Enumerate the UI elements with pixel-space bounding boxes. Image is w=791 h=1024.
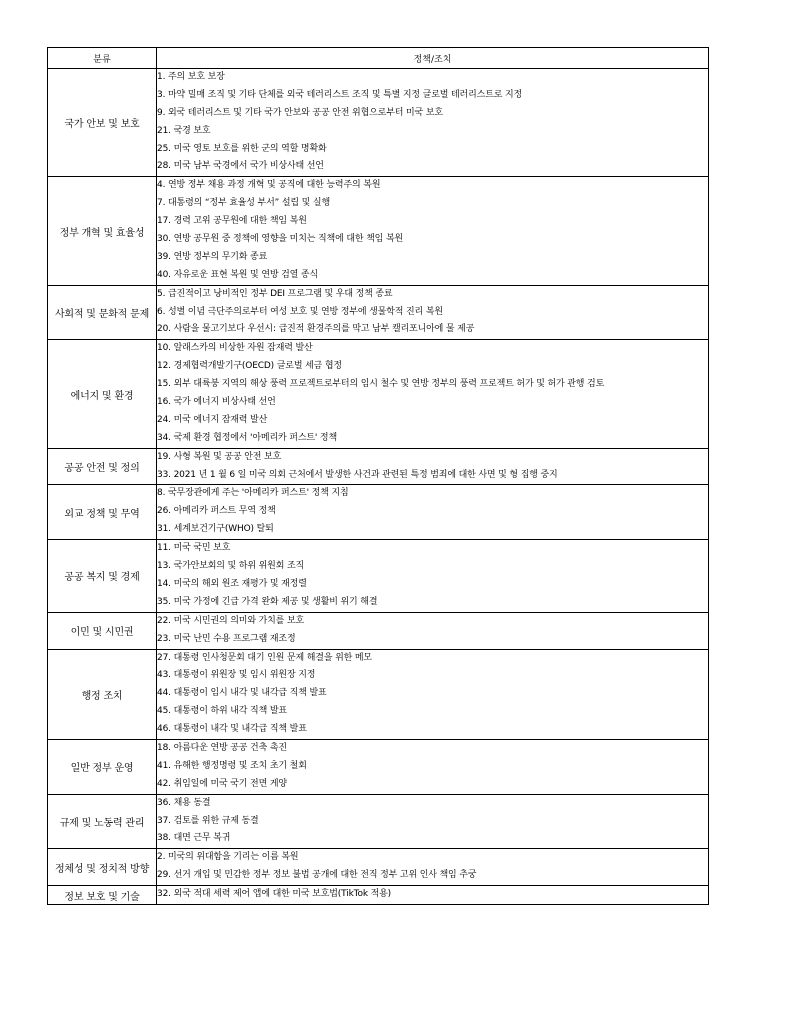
- table-row: [48, 340, 709, 448]
- policy-item: 15. 외부 대륙붕 지역의 해상 풍력 프로젝트로부터의 임시 철수 및 연방 정부의 풍력 프로젝트 허가 및 허가 관행 검토: [157, 379, 605, 390]
- table-row: [48, 69, 709, 177]
- table-row: [48, 849, 709, 886]
- policy-item: 25. 미국 영토 보호를 위한 군의 역할 명확화: [157, 143, 327, 154]
- table-row: [48, 886, 709, 905]
- policy-item: 23. 미국 난민 수용 프로그램 재조정: [157, 633, 296, 644]
- policy-cell: [157, 285, 709, 340]
- policy-item: 26. 아메리카 퍼스트 무역 정책: [157, 506, 276, 517]
- policy-item: 11. 미국 국민 보호: [157, 543, 231, 554]
- table-row: [48, 739, 709, 794]
- policy-item: 4. 연방 정부 채용 과정 개혁 및 공직에 대한 능력주의 복원: [157, 180, 381, 191]
- table-row: [48, 649, 709, 739]
- category-cell: 에너지 및 환경: [48, 340, 157, 448]
- category-cell: 규제 및 노동력 관리: [48, 794, 157, 849]
- policy-item: 36. 채용 동결: [157, 797, 211, 808]
- policy-item: 41. 유해한 행정명령 및 조치 초기 철회: [157, 760, 307, 771]
- policy-item: 12. 경제협력개발기구(OECD) 글로벌 세금 협정: [157, 361, 342, 372]
- policy-item: 20. 사람을 물고기보다 우선시: 급진적 환경주의를 막고 남부 캘리포니아에 물 제공: [157, 324, 475, 335]
- category-cell: 국가 안보 및 보호: [48, 69, 157, 177]
- header-row: [48, 48, 709, 69]
- policy-table-body: [48, 69, 709, 905]
- category-cell: 공공 복지 및 경제: [48, 540, 157, 613]
- category-cell: 정보 보호 및 기술: [48, 886, 157, 905]
- category-cell: 사회적 및 문화적 문제: [48, 285, 157, 340]
- policy-item: 10. 알래스카의 비상한 자원 잠재력 발산: [157, 343, 313, 354]
- policy-item: 43. 대통령이 위원장 및 임시 위원장 지정: [157, 670, 316, 681]
- policy-item: 42. 취임일에 미국 국기 전면 게양: [157, 778, 287, 789]
- policy-item: 24. 미국 에너지 잠재력 발산: [157, 414, 268, 425]
- policy-item: 1. 주의 보호 보장: [157, 72, 225, 82]
- policy-item: 22. 미국 시민권의 의미와 가치를 보호: [157, 615, 305, 626]
- policy-item: 8. 국무장관에게 주는 '아메리카 퍼스트' 정책 지침: [157, 488, 349, 499]
- policy-item: 45. 대통령이 하위 내각 직책 발표: [157, 706, 287, 717]
- policy-cell: [157, 340, 709, 448]
- policy-item: 29. 선거 개입 및 민감한 정부 정보 불법 공개에 대한 전직 정부 고위 인사 책임 추궁: [157, 870, 477, 881]
- policy-item: 9. 외국 테러리스트 및 기타 국가 안보와 공공 안전 위협으로부터 미국 보호: [157, 107, 443, 118]
- table-row: [48, 794, 709, 849]
- table-row: [48, 612, 709, 649]
- policy-item: 16. 국가 에너지 비상사태 선언: [157, 397, 276, 408]
- table-row: [48, 285, 709, 340]
- category-cell: 정부 개혁 및 효율성: [48, 177, 157, 285]
- policy-item: 44. 대통령이 임시 내각 및 내각급 직책 발표: [157, 688, 327, 699]
- policy-item: 28. 미국 남부 국경에서 국가 비상사태 선언: [157, 161, 324, 172]
- category-cell: 일반 정부 운영: [48, 739, 157, 794]
- policy-item: 21. 국경 보호: [157, 125, 211, 136]
- policy-cell: [157, 794, 709, 849]
- policy-item: 30. 연방 공무원 중 정책에 영향을 미치는 직책에 대한 책임 복원: [157, 234, 404, 245]
- category-cell: 이민 및 시민권: [48, 612, 157, 649]
- policy-item: 46. 대통령이 내각 및 내각급 직책 발표: [157, 724, 307, 735]
- policy-item: 31. 세계보건기구(WHO) 탈퇴: [157, 524, 274, 535]
- policy-cell: [157, 612, 709, 649]
- policy-item: 40. 자유로운 표현 복원 및 연방 검열 종식: [157, 269, 318, 280]
- policy-item: 34. 국제 환경 협정에서 '아메리카 퍼스트' 정책: [157, 432, 338, 443]
- policy-cell: [157, 886, 709, 905]
- policy-item: 37. 검토를 위한 규제 동결: [157, 815, 259, 826]
- table-row: [48, 485, 709, 540]
- policy-item: 6. 성별 이념 극단주의로부터 여성 보호 및 연방 정부에 생물학적 진리 복원: [157, 306, 443, 317]
- table-row: [48, 177, 709, 285]
- policy-cell: [157, 849, 709, 886]
- category-cell: 행정 조치: [48, 649, 157, 739]
- policy-cell: [157, 485, 709, 540]
- policy-cell: [157, 177, 709, 285]
- policy-item: 18. 아름다운 연방 공공 건축 촉진: [157, 742, 287, 753]
- policy-item: 33. 2021 년 1 월 6 일 미국 의회 근처에서 발생한 사건과 관련된 특정 범죄에 대한 사면 및 형 집행 중지: [157, 469, 558, 480]
- policy-cell: [157, 69, 709, 177]
- policy-item: 39. 연방 정부의 무기화 종료: [157, 251, 268, 262]
- policy-item: 3. 마약 밀매 조직 및 기타 단체를 외국 테러리스트 조직 및 특별 지정 글로벌 테러리스트로 지정: [157, 89, 523, 100]
- policy-item: 5. 급진적이고 낭비적인 정부 DEI 프로그램 및 우대 정책 종료: [157, 288, 393, 299]
- policy-cell: [157, 739, 709, 794]
- policy-item: 13. 국가안보회의 및 하위 위원회 조직: [157, 561, 305, 572]
- category-cell: 외교 정책 및 무역: [48, 485, 157, 540]
- header-category: 분류: [48, 48, 157, 69]
- table-row: [48, 540, 709, 613]
- policy-item: 17. 경력 고위 공무원에 대한 책임 복원: [157, 216, 307, 227]
- header-policy: 정책/조치: [157, 48, 709, 69]
- policy-item: 32. 외국 적대 세력 제어 앱에 대한 미국 보호법(TikTok 적용): [157, 889, 392, 900]
- policy-item: 2. 미국의 위대함을 기리는 이름 복원: [157, 852, 299, 863]
- policy-item: 27. 대통령 인사청문회 대기 인원 문제 해결을 위한 메모: [157, 652, 372, 663]
- category-cell: 공공 안전 및 정의: [48, 448, 157, 485]
- policy-cell: [157, 448, 709, 485]
- policy-item: 7. 대통령의 “정부 효율성 부서” 설립 및 실행: [157, 198, 330, 209]
- policy-item: 38. 대면 근무 복귀: [157, 833, 231, 844]
- table-row: [48, 448, 709, 485]
- policy-item: 14. 미국의 해외 원조 재평가 및 재정렬: [157, 578, 307, 589]
- category-cell: 정체성 및 정치적 방향: [48, 849, 157, 886]
- policy-item: 35. 미국 가정에 긴급 가격 완화 제공 및 생활비 위기 해결: [157, 596, 378, 607]
- policy-table: [47, 47, 709, 905]
- policy-item: 19. 사형 복원 및 공공 안전 보호: [157, 451, 282, 462]
- policy-cell: [157, 540, 709, 613]
- policy-cell: [157, 649, 709, 739]
